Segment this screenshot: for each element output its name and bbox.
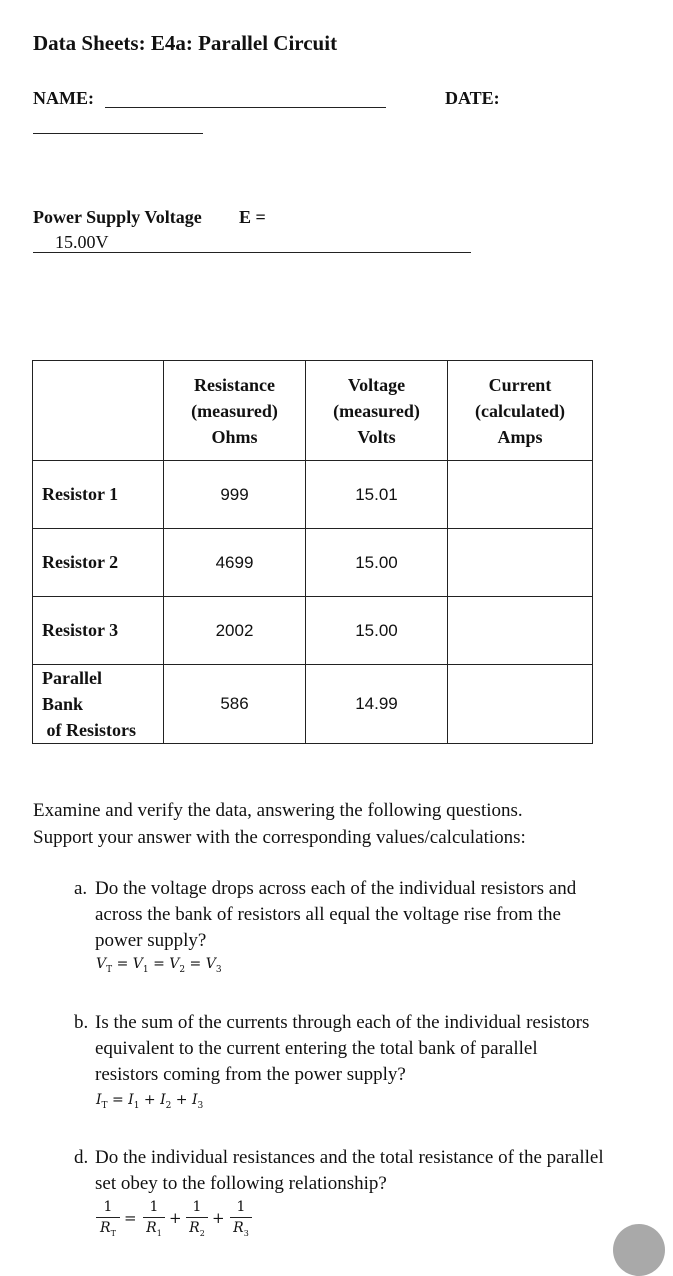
table-row xyxy=(33,461,593,529)
question-b xyxy=(74,1010,604,1088)
plus-sign: + xyxy=(169,1209,182,1227)
row-label-line: Parallel xyxy=(42,668,102,688)
header-resistance xyxy=(164,361,306,461)
table-row xyxy=(33,597,593,665)
fraction-r2: 1 $R_2$ xyxy=(186,1199,208,1238)
header-text: (measured) xyxy=(191,400,278,421)
name-label: NAME: xyxy=(33,88,94,108)
fraction-r1: 1 $R_1$ xyxy=(143,1199,165,1238)
question-text: Do the voltage drops across each of the individual resistors and across the bank of resistors all equal the voltage rise from the power supply? xyxy=(95,878,577,951)
fraction-r3: 1 $R_3$ xyxy=(230,1199,252,1238)
table-row xyxy=(33,529,593,597)
header-text: Current xyxy=(488,374,552,395)
table-row xyxy=(33,665,593,744)
header-current xyxy=(448,361,593,461)
power-supply-value: 15.00V xyxy=(55,232,109,252)
question-letter: d. xyxy=(74,1147,89,1168)
question-letter: a. xyxy=(74,878,88,899)
header-text: Resistance xyxy=(194,374,275,395)
name-field-line[interactable] xyxy=(105,107,386,108)
instructions-line: Support your answer with the corresponding values/calculations: xyxy=(33,827,526,848)
resistance-cell[interactable]: 2002 xyxy=(164,597,306,665)
power-supply-symbol: E = xyxy=(239,207,266,227)
voltage-cell[interactable]: 15.01 xyxy=(306,461,448,529)
floating-action-button[interactable] xyxy=(613,1224,665,1276)
voltage-cell[interactable]: 15.00 xyxy=(306,529,448,597)
header-text: Voltage xyxy=(347,374,406,395)
power-supply-label: Power Supply Voltage xyxy=(33,207,202,227)
power-supply-field-line[interactable] xyxy=(33,252,471,253)
table-header-row xyxy=(33,361,593,461)
voltage-cell[interactable]: 15.00 xyxy=(306,597,448,665)
date-field-line[interactable] xyxy=(33,133,203,134)
current-cell[interactable] xyxy=(448,665,593,744)
row-label-line: of Resistors xyxy=(42,720,136,740)
plus-sign: + xyxy=(212,1209,225,1227)
current-cell[interactable] xyxy=(448,529,593,597)
page-title: Data Sheets: E4a: Parallel Circuit xyxy=(33,31,338,55)
question-a xyxy=(74,876,604,954)
voltage-cell[interactable]: 14.99 xyxy=(306,665,448,744)
resistance-cell[interactable]: 586 xyxy=(164,665,306,744)
formula-voltage: $V_T = V_1 = V_2 = V_3$ xyxy=(96,956,222,975)
row-label: Resistor 1 xyxy=(33,461,164,529)
row-label xyxy=(33,665,164,744)
current-cell[interactable] xyxy=(448,597,593,665)
question-d xyxy=(74,1145,604,1197)
question-text: Do the individual resistances and the total resistance of the parallel set obey to the following relationship? xyxy=(95,1147,604,1194)
header-voltage xyxy=(306,361,448,461)
header-cell-empty xyxy=(33,361,164,461)
date-label: DATE: xyxy=(445,88,500,108)
current-cell[interactable] xyxy=(448,461,593,529)
row-label: Resistor 3 xyxy=(33,597,164,665)
formula-current: $I_T = I_1 + I_2 + I_3$ xyxy=(96,1092,204,1111)
header-text: Ohms xyxy=(211,426,258,447)
fraction-rt: 1 $R_T$ xyxy=(96,1199,120,1238)
instructions-line: Examine and verify the data, answering the following questions. xyxy=(33,800,523,821)
data-table xyxy=(32,360,593,744)
header-text: Amps xyxy=(497,426,543,447)
question-text: Is the sum of the currents through each of the individual resistors equivalent to the current entering the total bank of parallel resistors coming from the power supply? xyxy=(95,1012,590,1085)
resistance-cell[interactable]: 4699 xyxy=(164,529,306,597)
row-label-line: Bank xyxy=(42,694,84,714)
instructions xyxy=(33,797,633,851)
header-text: Volts xyxy=(357,426,396,447)
resistance-cell[interactable]: 999 xyxy=(164,461,306,529)
equals-sign: = xyxy=(124,1209,137,1227)
question-letter: b. xyxy=(74,1012,89,1033)
header-text: (measured) xyxy=(333,400,420,421)
header-text: (calculated) xyxy=(475,400,565,421)
row-label: Resistor 2 xyxy=(33,529,164,597)
